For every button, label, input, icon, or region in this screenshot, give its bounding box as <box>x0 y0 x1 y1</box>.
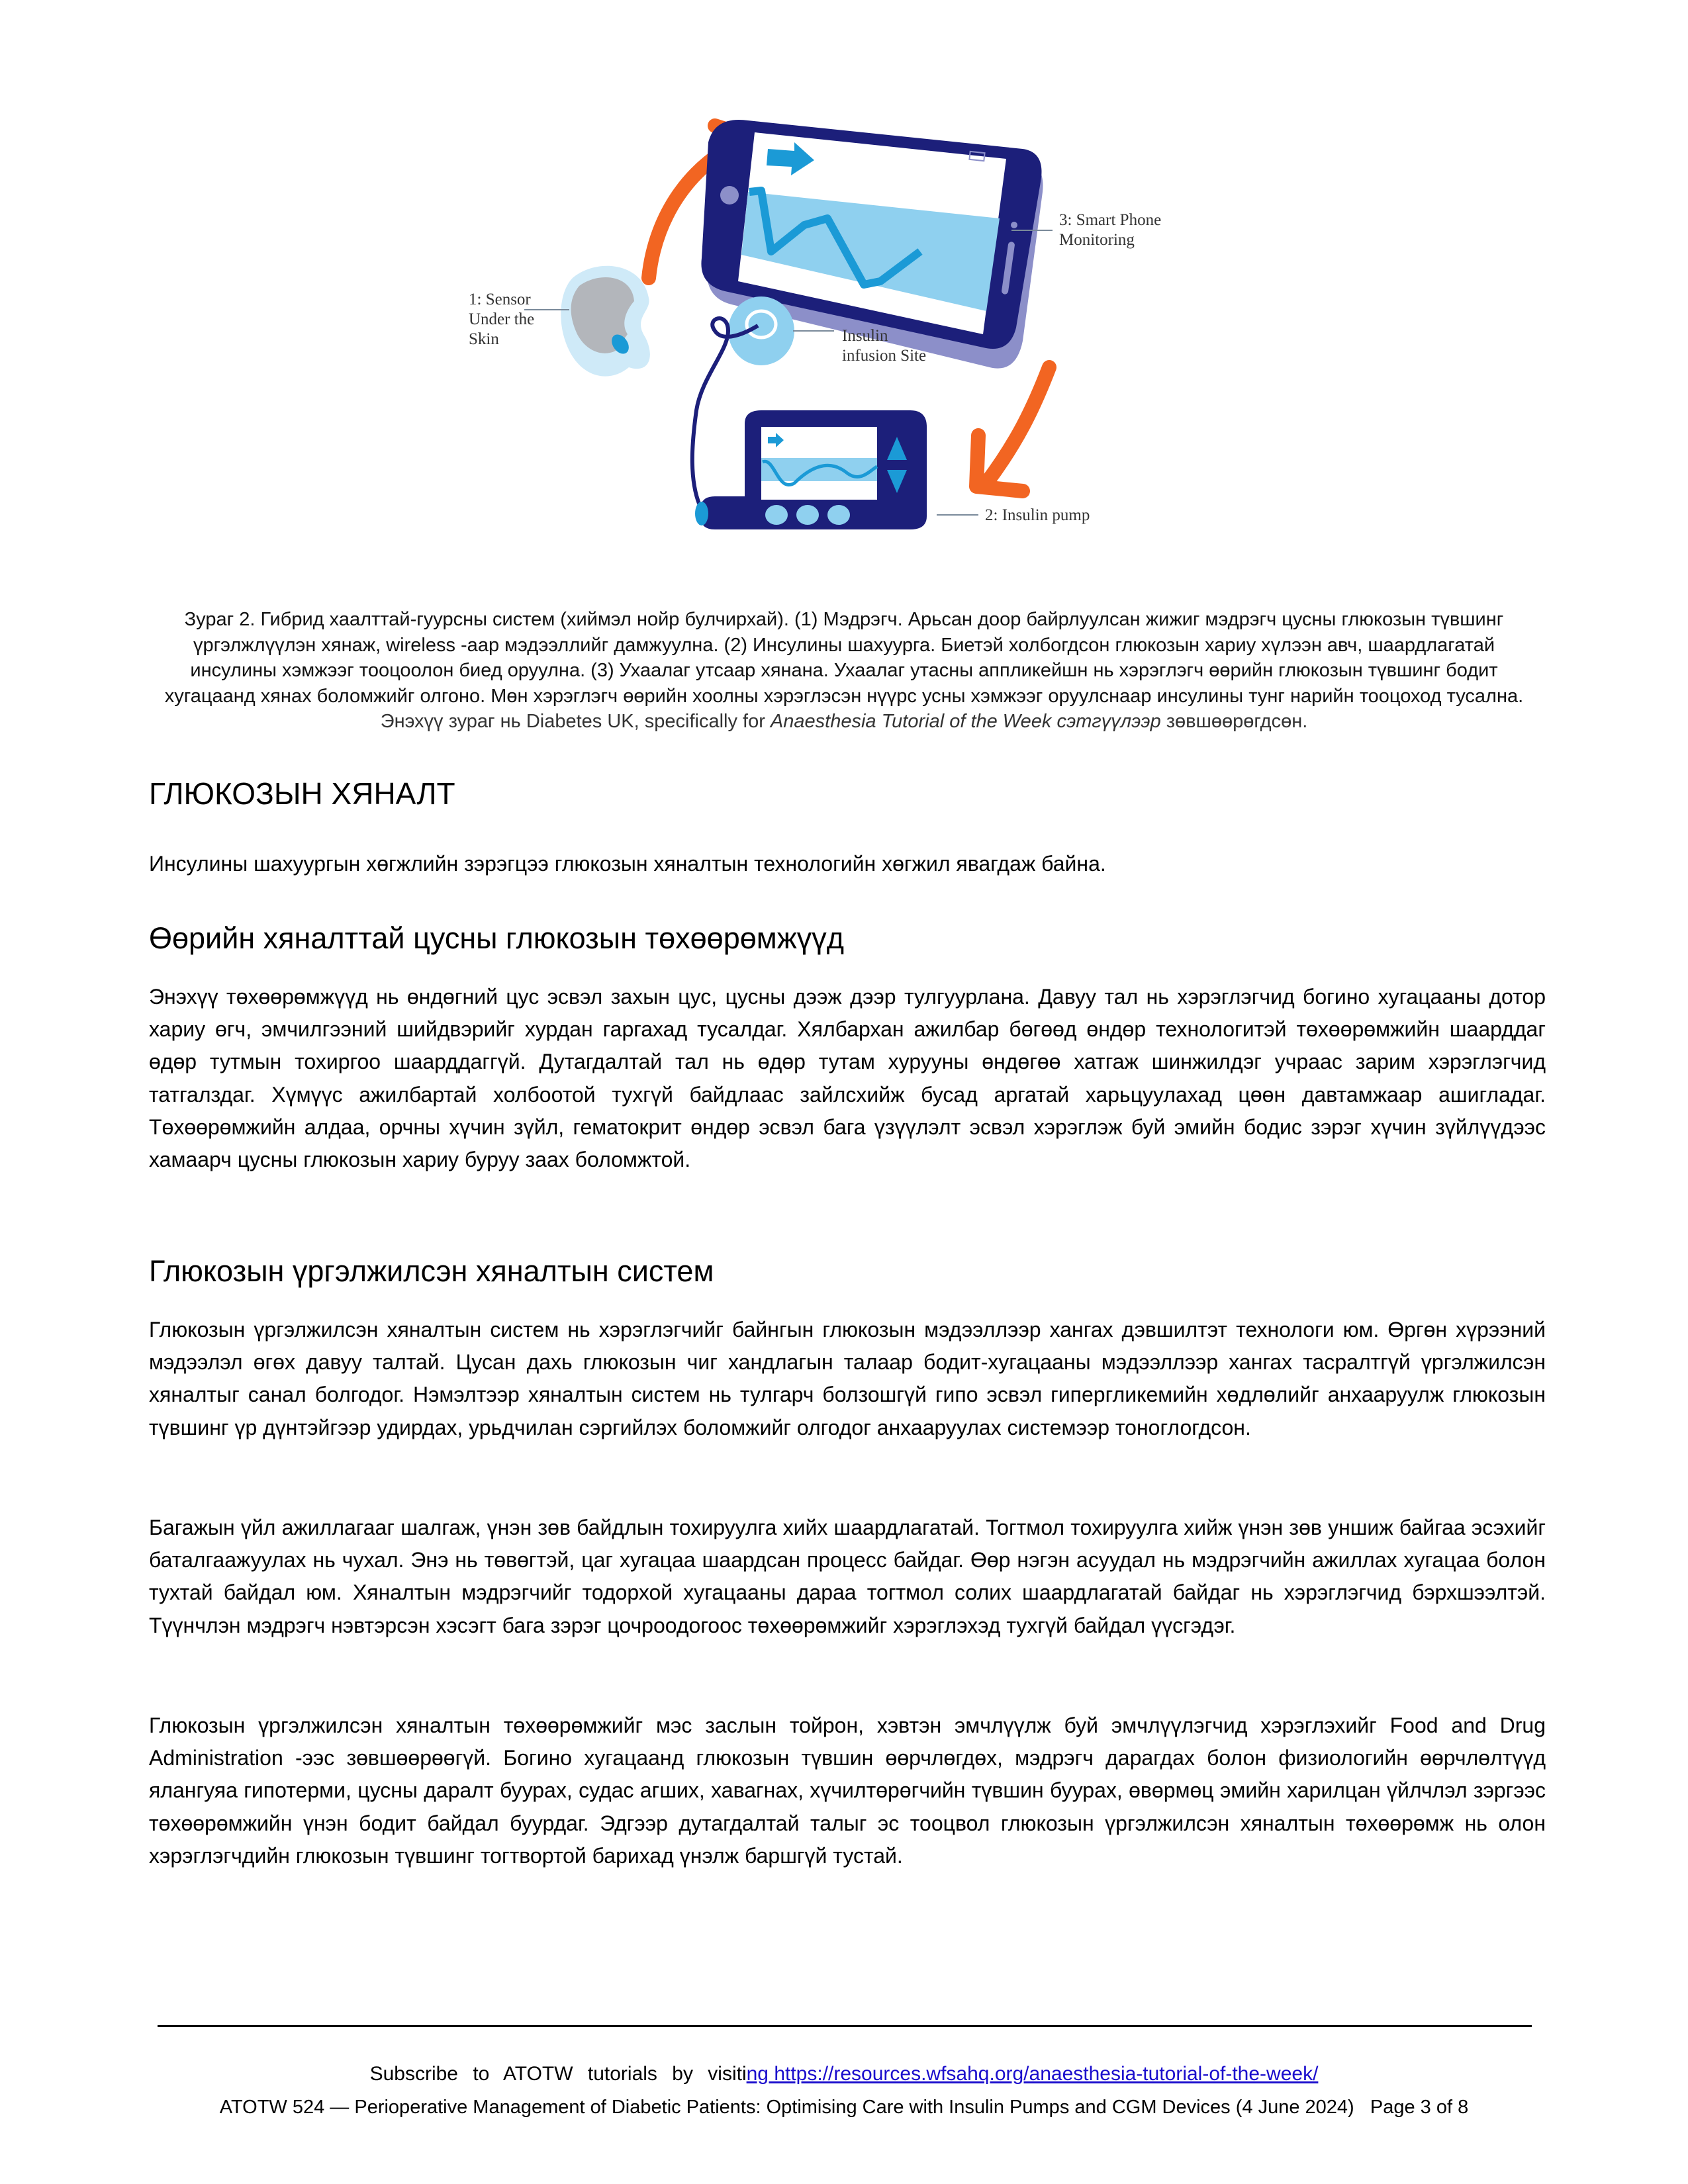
section-intro: Инсулины шахуургын хөгжлийн зэрэгцээ глюкозын хяналтын технологийн хөгжил явагдаж байна. <box>149 852 1106 876</box>
caption-credit-prefix: Энэхүү зураг нь Diabetes UK, specifically for <box>380 711 771 732</box>
sensor-label-3: Skin <box>469 330 499 348</box>
phone-label-2: Monitoring <box>1059 231 1135 249</box>
figure-caption <box>156 607 1532 735</box>
paragraph-cgm-3: Глюкозын үргэлжилсэн хяналтын төхөөрөмжийг мэс заслын тойрон, хэвтэн эмчлүүлж буй эмчлүүлэгчид хэрэглэхийг Food and Drug Administration -ээс зөвшөөрөөгүй. Богино хугацаанд глюкозын түвшин өөрчлөгдөх, мэдрэгч дарагдах болон физиологийн өөрчлөлтүүд ялангуяа гипотерми, цусны даралт буурах, судас агших, хавагнах, хүчилтөрөгчийн түвшин буурах, өвөрмөц эмийн харилцан үйлчлэл зэргээс төхөөрөмжийн үнэн бодит байдал буурдаг. Эдгээр дутагдалтай талыг эс тооцвол глюкозын үргэлжилсэн хяналтын төхөөрөмж нь олон хэрэглэгчдийн глюкозын түвшинг тогтвортой барихад үнэлж баршгүй тустай. <box>149 1713 1546 1868</box>
sensor-label-2: Under the <box>469 310 535 328</box>
footer-divider <box>158 2025 1532 2027</box>
subscribe-link[interactable]: ng https://resources.wfsahq.org/anaesthesia-tutorial-of-the-week/ <box>746 2063 1319 2085</box>
section-title: ГЛЮКОЗЫН ХЯНАЛТ <box>149 776 455 811</box>
sensor-icon <box>561 266 650 377</box>
insulin-pump-icon <box>695 410 927 529</box>
paragraph-cgm-2: Багажын үйл ажиллагааг шалгаж, үнэн зөв байдлын тохируулга хийх шаардлагатай. Тогтмол тохируулга хийж үнэн зөв уншиж байгаа эсэхийг баталгаажуулах нь чухал. Энэ нь төвөгтэй, цаг хугацаа шаардсан процесс байдаг. Өөр нэгэн асуудал нь мэдрэгчийн ажиллах хугацаа болон тухтай байдал юм. Хяналтын мэдрэгчийг тодорхой хугацааны дараа тогтмол солих шаардлагатай байдаг нь хэрэглэгчид бэрхшээлтэй. Түүнчлэн мэдрэгч нэвтэрсэн хэсэгт бага зэрэг цочроодогоос төхөөрөмжийг хэрэглэхэд тухгүй байдал үүсгэдэг. <box>149 1516 1546 1637</box>
arrow-phone-to-pump-icon <box>976 367 1049 491</box>
footer-citation <box>0 2097 1688 2118</box>
paragraph-cgm-1: Глюкозын үргэлжилсэн хяналтын систем нь хэрэглэгчийг байнгын глюкозын мэдээллээр хангах дэвшилтэт технологи юм. Өргөн хүрээний мэдээлэл өгөх давуу талтай. Цусан дахь глюкозын чиг хандлагын талаар бодит-хугацааны мэдээллээр хангах тасралтгүй үргэлжилсэн хяналтыг санал болгодог. Нэмэлтээр хяналтын систем нь тулгарч болзошгүй гипо эсвэл гипергликемийн хөдлөлийг анхааруулж глюкозын түвшинг үр дүнтэйгээр удирдах, урьдчилан сэргийлэх боломжийг олгодог анхааруулах системээр тоноглогдсон. <box>149 1318 1546 1439</box>
infusion-label-2: infusion Site <box>842 347 927 365</box>
figure-hybrid-closed-loop <box>371 113 1311 543</box>
infusion-label-1: Insulin <box>842 327 888 345</box>
footer-subscribe <box>0 2063 1688 2085</box>
infusion-site-icon <box>728 296 794 365</box>
caption-credit-italic: Anaesthesia Tutorial of the Week сэтгүүлээр <box>770 711 1161 732</box>
citation-text: ATOTW 524 — Perioperative Management of Diabetic Patients: Optimising Care with Insulin Pumps and CGM Devices (4 June 2024) <box>219 2097 1354 2118</box>
subsection-title-cgm: Глюкозын үргэлжилсэн хяналтын систем <box>149 1254 714 1288</box>
page-number: Page 3 of 8 <box>1370 2097 1469 2118</box>
pump-label: 2: Insulin pump <box>985 506 1090 524</box>
phone-label-1: 3: Smart Phone <box>1059 211 1162 229</box>
paragraph-smbg: Энэхүү төхөөрөмжүүд нь өндөгний цус эсвэл захын цус, цусны дээж дээр тулгуурлана. Давуу тал нь хэрэглэгчид богино хугацааны дотор хариу өгч, эмчилгээний шийдвэрийг хурдан гаргахад тусалдаг. Хялбархан ажилбар бөгөөд өндөр технологитэй төхөөрөмжийн шаарддаг өдөр тутмын тохиргоо шаарддаггүй. Дутагдалтай тал нь өдөр тутам хурууны өндөгөө хатгаж шинжилдэг учраас зарим хэрэглэгчид татгалздаг. Хүмүүс ажилбартай холбоотой тухгүй байдлаас зайлсхийж бусад аргатай харьцуулахад цөөн давтамжаар ашигладаг. Төхөөрөмжийн алдаа, орчны хүчин зүйл, гематокрит өндөр эсвэл бага үзүүлэлт эсвэл хэрэглэж буй эмийн бодис зэрэг хүчин зүйлүүдээс хамаарч цусны глюкозын хариу буруу заах боломжтой. <box>149 985 1546 1172</box>
subsection-title-smbg: Өөрийн хяналттай цусны глюкозын төхөөрөмжүүд <box>149 921 845 955</box>
caption-credit-suffix: зөвшөөрөгдсөн. <box>1160 711 1308 732</box>
subscribe-text: Subscribe to ATOTW tutorials by visiti <box>369 2063 747 2085</box>
sensor-label-1: 1: Sensor <box>469 291 531 308</box>
caption-main: Зураг 2. Гибрид хаалттай-гуурсны систем (хиймэл нойр булчирхай). (1) Мэдрэгч. Арьсан доор байрлуулсан жижиг мэдрэгч цусны глюкозын түвшинг үргэлжлүүлэн хянаж, wireless -аар мэдээллийг дамжуулна. (2) Инсулины шахуурга. Биетэй холбогдсон глюкозын хариу хүлээн авч, шаардлагатай инсулины хэмжээг тооцоолон биед оруулна. (3) Ухаалаг утсаар хянана. Ухаалаг утасны аппликейшн нь хэрэглэгч өөрийн глюкозын түвшинг бодит хугацаанд хянах боломжийг олгоно. Мөн хэрэглэгч өөрийн хоолны хэрэглэсэн нүүрс усны хэмжээг оруулснаар инсулины тунг нарийн тооцоход тусална. <box>164 609 1524 707</box>
